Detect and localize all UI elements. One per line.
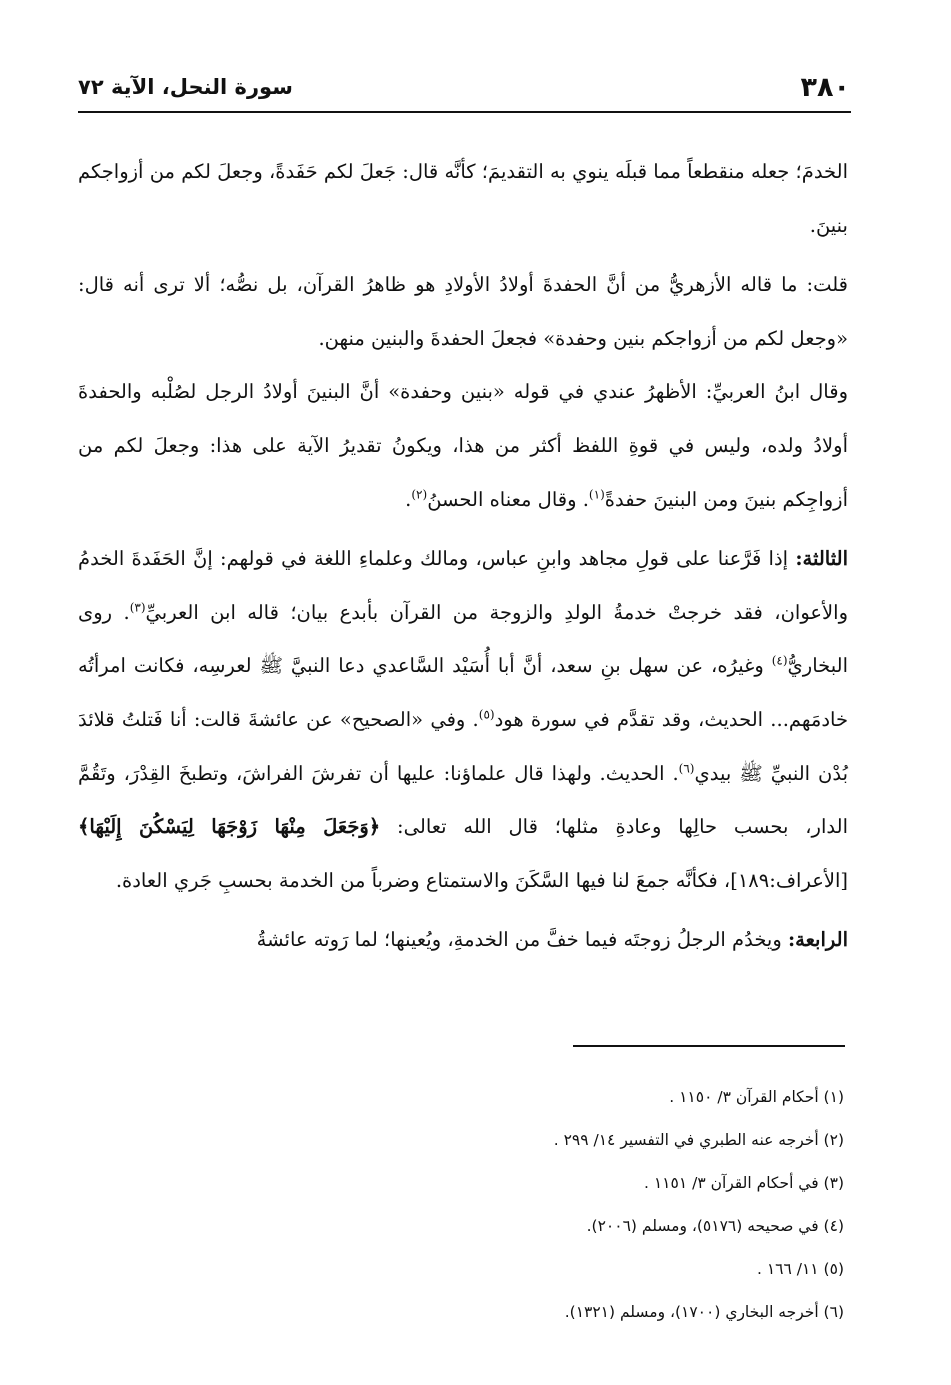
footnotes	[300, 1076, 844, 1334]
paragraph-4-text: إذا فَرَّعنا على قولِ مجاهد وابنِ عباس، ومالك وعلماءِ اللغة في قولهم: إنَّ الحَفَدةَ الخدمُ والأعوان، فقد خرجتْ خدمةُ الولدِ والزوجة من القرآن بأبدع بيان؛ قاله ابن العربيِّ	[78, 547, 848, 624]
footnote-1: (١) أحكام القرآن ٣/ ١١٥٠ .	[669, 1088, 844, 1106]
footnote-3: (٣) في أحكام القرآن ٣/ ١١٥١ .	[643, 1174, 844, 1192]
paragraph-4-text: . وفي «الصحيح» عن عائشةَ قالت: أنا فَتلتُ قلائدَ بُدْن النبيِّ ﷺ بيدي	[78, 707, 849, 785]
paragraph-2: قلت: ما قاله الأزهريُّ من أنَّ الحفدةَ أولادُ الأولادِ هو ظاهرُ القرآن، بل نصُّه؛ ألا ترى أنه قال: «وجعل لكم من أزواجكم بنين وحفدة» فجعلَ الحفدةَ والبنين منهن.	[78, 273, 848, 350]
running-title: سورة النحل، الآية ٧٢	[78, 75, 293, 99]
footnote-ref-3: (٣)	[129, 600, 146, 615]
page-header	[78, 64, 850, 114]
paragraph-3-text: .	[405, 487, 412, 511]
footnote-ref-6: (٦)	[678, 761, 695, 776]
quran-verse: ﴿وَجَعَلَ مِنْهَا زَوْجَهَا لِيَسْكُنَ إِلَيْهَا﴾	[78, 815, 381, 839]
footnote-ref-2: (٢)	[411, 487, 428, 502]
paragraph-3	[78, 365, 848, 526]
header-rule	[78, 111, 851, 113]
footnote-ref-5: (٥)	[478, 707, 495, 722]
paragraph-3-text: . وقال معناه الحسنُ	[427, 487, 589, 511]
main-text	[78, 145, 848, 967]
footnote-ref-1: (١)	[588, 487, 605, 502]
section-lead-third: الثالثة:	[795, 547, 848, 571]
page-number: ٣٨٠	[800, 72, 850, 103]
paragraph-5-text: ويخدُم الرجلُ زوجتَه فيما خفَّ من الخدمةِ، ويُعينها؛ لما رَوته عائشةُ	[256, 928, 788, 952]
paragraph-4-text: [الأعراف:١٨٩]، فكأنَّه جمعَ لنا فيها السَّكَنَ والاستمتاع وضرباً من الخدمة بحسبِ جَري العادة.	[115, 868, 848, 892]
paragraph-4-text: وغيرُه، عن سهل بنِ سعد، أنَّ أبا أُسَيْد السَّاعدي دعا النبيَّ ﷺ لعرسِه، فكانت امرأتُه خادمَهم... الحديث، وقد تقدَّم في سورة هود	[78, 654, 848, 731]
footnote-6: (٦) أخرجه البخاري (١٧٠٠)، ومسلم (١٣٢١).	[564, 1303, 844, 1321]
paragraph-5	[78, 913, 848, 967]
paragraph-4	[78, 532, 848, 907]
section-lead-fourth: الرابعة:	[787, 928, 848, 952]
footnote-rule	[573, 1045, 845, 1047]
paragraph-4-text: . روى البخاريُّ	[78, 600, 848, 678]
footnote-5: (٥) ١١/ ١٦٦ .	[756, 1260, 844, 1278]
footnote-2: (٢) أخرجه عنه الطبري في التفسير ١٤/ ٢٩٩ .	[553, 1131, 844, 1149]
footnote-ref-4: (٤)	[771, 653, 788, 668]
paragraph-3-text: وقال ابنُ العربيِّ: الأظهرُ عندي في قوله «بنين وحفدة» أنَّ البنينَ أولادُ الرجل لصُلْبه والحفدةَ أولادُ ولده، وليس في قوةِ اللفظ أكثر من هذا، ويكونُ تقديرُ الآية على هذا: وجعلَ لكم من أزواجِكم بنينَ ومن البنينَ حفدةً	[78, 380, 848, 511]
footnote-4: (٤) في صحيحه (٥١٧٦)، ومسلم (٢٠٠٦).	[586, 1217, 844, 1235]
paragraph-4-text: . الحديث. ولهذا قال علماؤنا: عليها أن تفرشَ الفراشَ، وتطبخَ القِدْرَ، وتَقُمَّ الدار، بحسب حالِها وعادةِ مثلها؛ قال الله تعالى:	[78, 761, 848, 839]
paragraph-1: الخدمَ؛ جعله منقطعاً مما قبلَه ينوي به التقديمَ؛ كأنَّه قال: جَعلَ لكم حَفَدةً، وجعلَ لكم من أزواجكم بنينَ.	[78, 160, 848, 237]
